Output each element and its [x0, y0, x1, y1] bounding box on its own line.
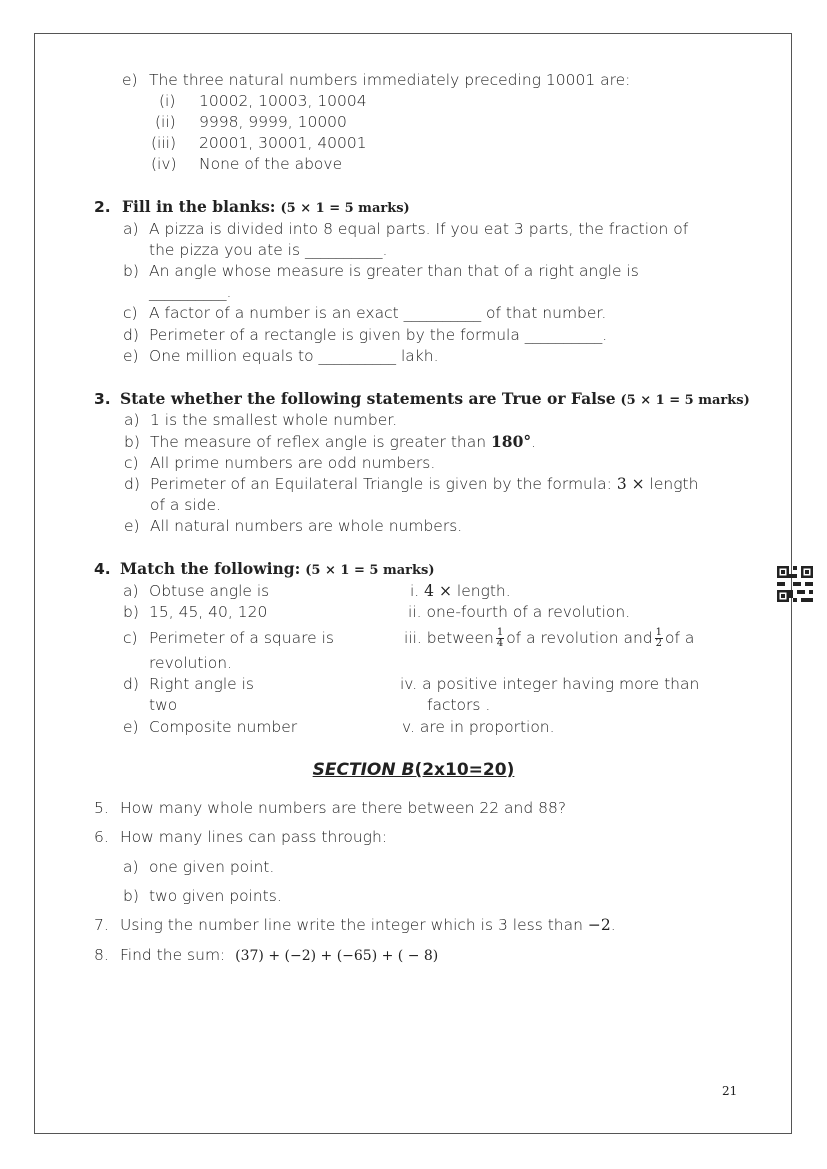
frac-num: 1 — [496, 627, 504, 638]
q3d-line — [150, 474, 698, 494]
q8-number: 8. — [94, 946, 109, 964]
frac-den: 2 — [655, 638, 663, 649]
q1e-opt-text: 9998, 9999, 10000 — [199, 113, 347, 131]
q4-v — [402, 717, 555, 737]
q6b-text: two given points. — [149, 887, 282, 905]
q3b-math: 180° — [491, 432, 532, 451]
q2d-line1: Perimeter of a rectangle is given by the formula __________. — [149, 326, 608, 344]
q5-number: 5. — [94, 799, 109, 817]
q2a-line2: the pizza you ate is __________. — [149, 241, 388, 259]
fraction-one-fourth — [496, 628, 504, 649]
q1e-opt-text: None of the above — [199, 155, 343, 173]
q1e-opt-num: (iii) — [151, 134, 177, 152]
q4a-text: Obtuse angle is — [149, 582, 270, 600]
q6a-text: one given point. — [149, 858, 275, 876]
q4c-line2: revolution. — [149, 654, 232, 672]
q4-iii-num: iii. — [404, 629, 422, 647]
q1e-opt-num: (i) — [159, 92, 176, 110]
q2c-label: c) — [123, 304, 138, 322]
q1e-opt-text: 10002, 10003, 10004 — [199, 92, 367, 110]
q4e-text: Composite number — [149, 718, 298, 736]
q4-v-text: are in proportion. — [419, 718, 555, 736]
q6a-label: a) — [123, 858, 139, 876]
q2c-line1: A factor of a number is an exact __________ of that number. — [149, 304, 607, 322]
q3-heading — [120, 389, 750, 411]
q3d-text: Perimeter of an Equilateral Triangle is given by the formula: — [150, 475, 612, 493]
q6-number: 6. — [94, 828, 109, 846]
fraction-one-half — [655, 628, 663, 649]
q3b-line — [150, 432, 536, 452]
q7-number: 7. — [94, 916, 109, 934]
q2e-line1: One million equals to __________ lakh. — [149, 347, 439, 365]
q4-iv — [400, 674, 699, 694]
q4-i-num: i. — [410, 582, 420, 600]
q4d-label: d) — [123, 675, 139, 693]
q8-text: Find the sum: — [120, 946, 226, 964]
q2b-line1: An angle whose measure is greater than that of a right angle is — [149, 262, 639, 280]
q4-iii-text1: between — [426, 629, 494, 647]
q3-title: State whether the following statements are True or False — [120, 389, 616, 408]
q2d-label: d) — [123, 326, 139, 344]
q4-ii-num: ii. — [408, 603, 422, 621]
q3d-line2: of a side. — [150, 496, 221, 514]
q7-math: −2 — [587, 916, 611, 934]
q4-i-math: 4 × — [424, 582, 452, 600]
q7-tail: . — [610, 916, 616, 934]
q3-marks: (5 × 1 = 5 marks) — [620, 393, 750, 408]
q4-i — [410, 581, 511, 601]
q2-number: 2. — [94, 198, 111, 216]
frac-den: 4 — [496, 638, 504, 649]
q8-math: (37) + (−2) + (−65) + ( − 8) — [235, 948, 439, 964]
section-marks: (2x10=20) — [414, 760, 515, 780]
q3c-text: All prime numbers are odd numbers. — [150, 454, 436, 472]
q2e-label: e) — [123, 347, 139, 365]
q4b-label: b) — [123, 603, 139, 621]
q2-marks: (5 × 1 = 5 marks) — [280, 201, 410, 216]
q4-marks: (5 × 1 = 5 marks) — [305, 563, 435, 578]
q1e-opt-num: (iv) — [151, 155, 177, 173]
q2-title: Fill in the blanks: — [122, 197, 276, 216]
q4-iii — [404, 622, 694, 654]
q5-text: How many whole numbers are there between 22 and 88? — [120, 799, 567, 817]
q2a-label: a) — [123, 220, 139, 238]
q4-iv-text: a positive integer having more than — [422, 675, 700, 693]
q3b-text: The measure of reflex angle is greater than — [150, 433, 487, 451]
q3c-label: c) — [124, 454, 139, 472]
q3-number: 3. — [94, 390, 111, 408]
q3e-label: e) — [124, 517, 140, 535]
q3e-text: All natural numbers are whole numbers. — [150, 517, 463, 535]
q1e-opt-text: 20001, 30001, 40001 — [199, 134, 367, 152]
q4-iv-line2: factors . — [427, 696, 491, 714]
q4e-label: e) — [123, 718, 139, 736]
q6-text: How many lines can pass through: — [120, 828, 388, 846]
section-b-heading — [0, 760, 827, 780]
q3d-label: d) — [124, 475, 140, 493]
q2b-line2: __________. — [149, 283, 232, 301]
q3a-text: 1 is the smallest whole number. — [150, 411, 398, 429]
q4c-label: c) — [123, 629, 138, 647]
q4-heading — [120, 559, 435, 581]
q7-line — [120, 915, 616, 935]
q2-heading — [122, 197, 410, 219]
q4-number: 4. — [94, 560, 111, 578]
q3d-math: 3 × — [616, 475, 645, 493]
section-name: SECTION B — [312, 760, 415, 780]
qr-code-icon — [777, 565, 813, 603]
q3a-label: a) — [124, 411, 140, 429]
q4-ii — [408, 602, 630, 622]
q4-title: Match the following: — [120, 559, 301, 578]
q4-v-num: v. — [402, 718, 415, 736]
q4-iii-text3: of a — [665, 629, 695, 647]
q7-text: Using the number line write the integer which is 3 less than — [120, 916, 583, 934]
q2a-line1: A pizza is divided into 8 equal parts. If you eat 3 parts, the fraction of — [149, 220, 689, 238]
q6b-label: b) — [123, 887, 139, 905]
q1e-opt-num: (ii) — [155, 113, 176, 131]
q4-ii-text: one-fourth of a revolution. — [426, 603, 631, 621]
q1e-text: The three natural numbers immediately preceding 10001 are: — [149, 71, 631, 89]
frac-num: 1 — [655, 627, 663, 638]
q4-i-text: length. — [456, 582, 511, 600]
q8-line — [120, 945, 438, 966]
q3b-tail: . — [531, 433, 537, 451]
q4b-text: 15, 45, 40, 120 — [149, 603, 268, 621]
q1e-label: e) — [122, 71, 138, 89]
q4-iii-text2: of a revolution and — [506, 629, 653, 647]
q4d-line2: two — [149, 696, 178, 714]
q3d-tail: length — [649, 475, 699, 493]
q4-iv-num: iv. — [400, 675, 418, 693]
page-number: 21 — [722, 1084, 738, 1098]
q4c-text: Perimeter of a square is — [149, 629, 334, 647]
q2b-label: b) — [123, 262, 139, 280]
q4d-text: Right angle is — [149, 675, 254, 693]
q4a-label: a) — [123, 582, 139, 600]
q3b-label: b) — [124, 433, 140, 451]
